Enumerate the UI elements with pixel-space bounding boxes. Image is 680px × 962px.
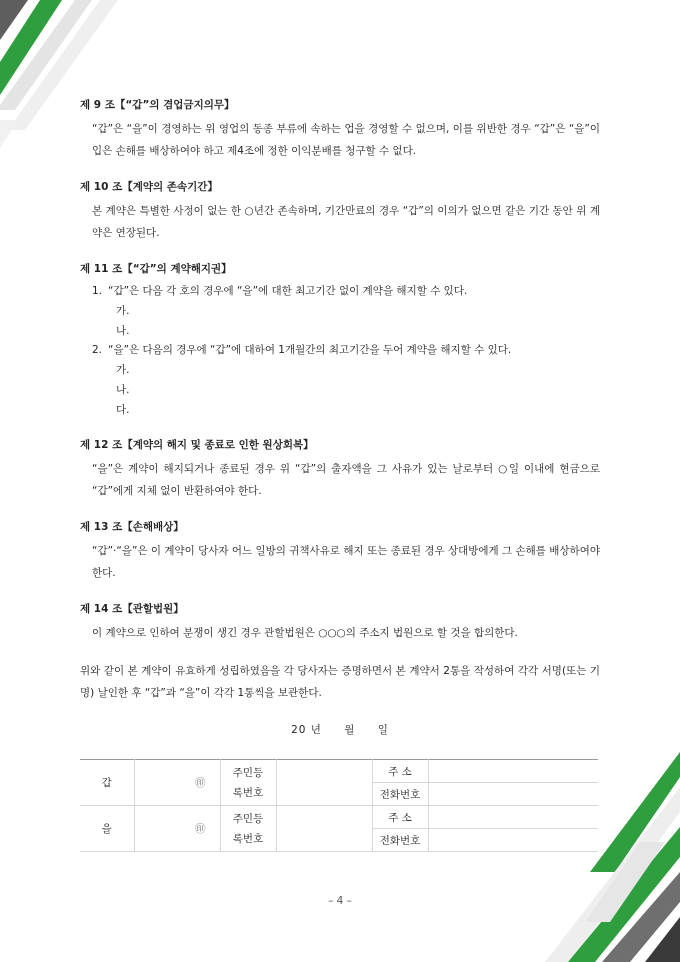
article-10 xyxy=(80,178,600,244)
sub-clause: 다. xyxy=(116,404,130,416)
contract-date xyxy=(80,722,600,737)
signature-row-gap xyxy=(80,760,598,783)
sub-clause: 나. xyxy=(116,325,130,337)
phone-label: 전화번호 xyxy=(372,829,428,852)
seal-icon: ㊞ xyxy=(134,806,220,852)
id-number-value[interactable] xyxy=(276,760,372,806)
clause-text: “갑”은 다음 각 호의 경우에 “을”에 대한 최고기간 없이 계약을 해지할 수 있다. xyxy=(108,285,468,297)
article-body: 이 계약으로 인하여 분쟁이 생긴 경우 관할법원은 ○○○의 주소지 법원으로 할 것을 합의한다. xyxy=(92,627,518,639)
phone-label: 전화번호 xyxy=(372,783,428,806)
sub-clause: 가. xyxy=(116,305,130,317)
sub-clause-list xyxy=(108,360,600,420)
article-title: 제 13 조【손해배상】 xyxy=(80,521,184,533)
id-number-label: 주민등 록번호 xyxy=(220,806,276,852)
article-14 xyxy=(80,600,600,644)
document-body xyxy=(80,96,600,852)
article-title: 제 9 조【“갑”의 겸업금지의무】 xyxy=(80,99,235,111)
article-12 xyxy=(80,436,600,502)
date-day: 일 xyxy=(377,724,389,736)
article-title: 제 12 조【계약의 해지 및 종료로 인한 원상회복】 xyxy=(80,439,314,451)
article-body: “을”은 계약이 해지되거나 종료된 경우 위 “갑”의 출자액을 그 사유가 있는 날로부터 ○일 이내에 현금으로 “갑”에게 지체 없이 반환하여야 한다. xyxy=(92,463,600,497)
article-11 xyxy=(80,260,600,420)
phone-value[interactable] xyxy=(428,829,598,852)
closing-statement: 위와 같이 본 계약이 유효하게 성립하였음을 각 당사자는 증명하면서 본 계약서 2통을 작성하여 각각 서명(또는 기명) 날인한 후 “갑”과 “을”이 각각 1통씩을 보관한다. xyxy=(80,665,600,699)
party-name: 을 xyxy=(80,806,134,852)
signature-table xyxy=(80,759,598,852)
date-year: 20 년 xyxy=(291,724,322,736)
sub-clause-list xyxy=(108,301,600,341)
article-body: “갑”은 “을”이 경영하는 위 영업의 동종 부류에 속하는 업을 경영할 수 없으며, 이를 위반한 경우 “갑”은 “을”이 입은 손해를 배상하여야 하고 제4조에 정한 이익분배를 청구할 수 없다. xyxy=(92,123,600,157)
clause-number: 1. xyxy=(92,285,103,297)
signature-row-eul xyxy=(80,806,598,829)
address-label: 주 소 xyxy=(372,760,428,783)
id-number-label: 주민등 록번호 xyxy=(220,760,276,806)
sub-clause: 가. xyxy=(116,364,130,376)
phone-value[interactable] xyxy=(428,783,598,806)
page-number: – 4 – xyxy=(328,895,352,907)
clause-item xyxy=(80,341,600,420)
date-month: 월 xyxy=(344,724,356,736)
article-title: 제 10 조【계약의 존속기간】 xyxy=(80,181,218,193)
article-title: 제 11 조【“갑”의 계약해지권】 xyxy=(80,263,232,275)
seal-icon: ㊞ xyxy=(134,760,220,806)
article-9 xyxy=(80,96,600,162)
clause-item xyxy=(80,282,600,341)
article-13 xyxy=(80,518,600,584)
article-title: 제 14 조【관할법원】 xyxy=(80,603,184,615)
clause-list xyxy=(80,282,600,420)
article-body: 본 계약은 특별한 사정이 없는 한 ○년간 존속하며, 기간만료의 경우 “갑”의 이의가 없으면 같은 기간 동안 위 계약은 연장된다. xyxy=(92,205,600,239)
clause-text: “을”은 다음의 경우에 “갑”에 대하여 1개월간의 최고기간을 두어 계약을 해지할 수 있다. xyxy=(108,344,512,356)
id-number-value[interactable] xyxy=(276,806,372,852)
clause-number: 2. xyxy=(92,344,103,356)
address-value[interactable] xyxy=(428,806,598,829)
article-body: “갑”·“을”은 이 계약이 당사자 어느 일방의 귀책사유로 해지 또는 종료된 경우 상대방에게 그 손해를 배상하여야 한다. xyxy=(92,545,600,579)
address-value[interactable] xyxy=(428,760,598,783)
party-name: 갑 xyxy=(80,760,134,806)
sub-clause: 나. xyxy=(116,384,130,396)
address-label: 주 소 xyxy=(372,806,428,829)
